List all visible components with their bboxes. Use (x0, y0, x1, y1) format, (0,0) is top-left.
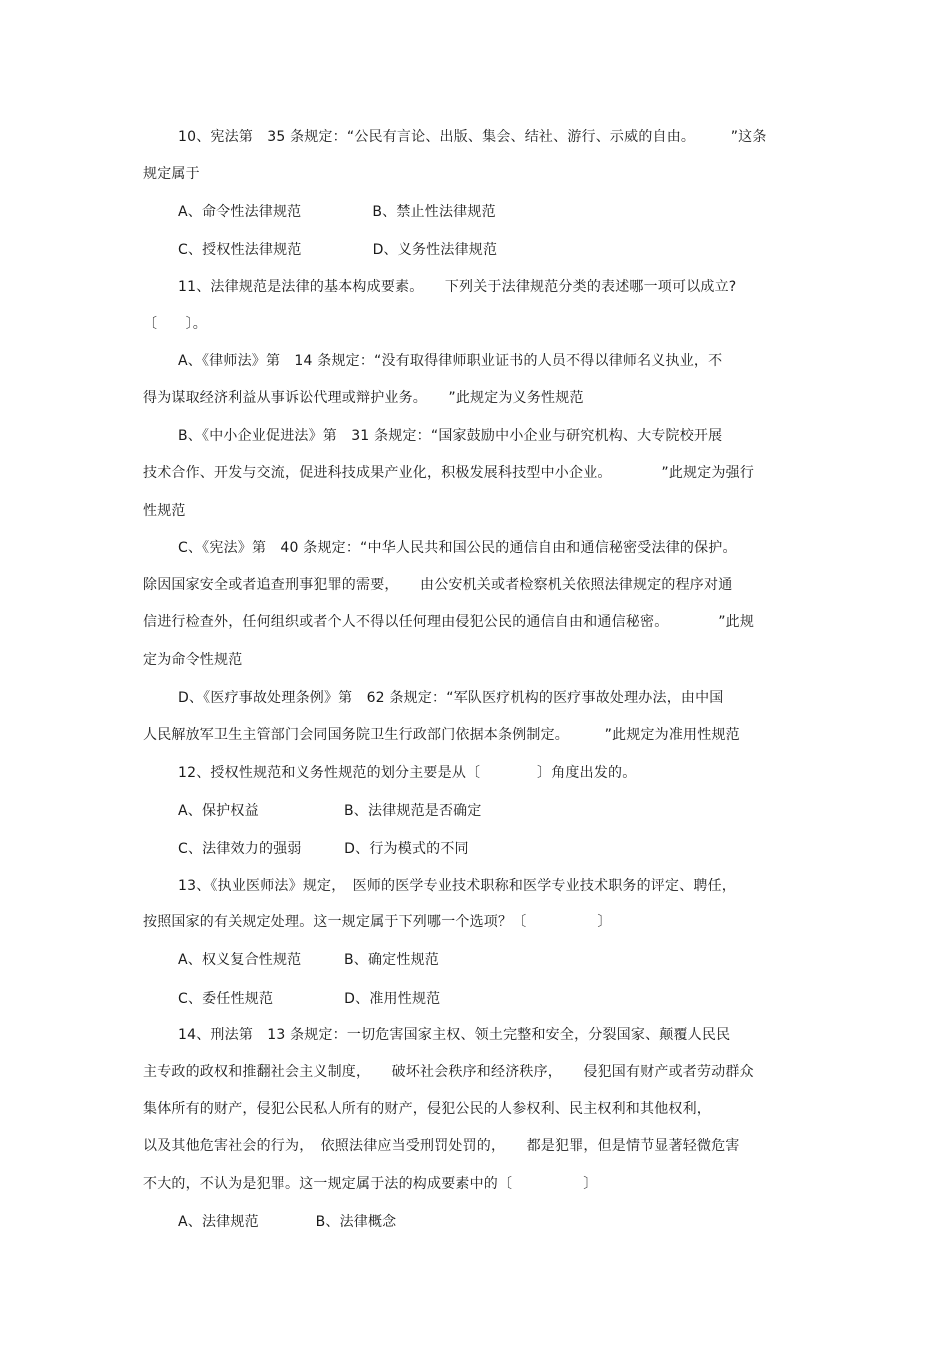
question-14-options-ab: A、法律规范 B、法律概念 (178, 1214, 397, 1230)
question-11-stem-line-1: 11、法律规范是法律的基本构成要素。 下列关于法律规范分类的表述哪一项可以成立? (178, 279, 737, 295)
question-11-option-b-line-1: B、《中小企业促进法》第 31 条规定：“国家鼓励中小企业与研究机构、大专院校开展 (178, 428, 723, 444)
question-11-option-b-line-3: 性规范 (143, 503, 186, 519)
question-10-options-cd: C、授权性法律规范 D、义务性法律规范 (178, 242, 498, 258)
question-12-options-ab: A、保护权益 B、法律规范是否确定 (178, 803, 482, 819)
question-13-stem-line-1: 13、《执业医师法》规定， 医师的医学专业技术职称和医学专业技术职务的评定、聘任， (178, 878, 737, 894)
question-11-option-c-line-2: 除因国家安全或者追查刑事犯罪的需要， 由公安机关或者检察机关依照法律规定的程序对通 (143, 577, 733, 593)
question-14-stem-line-5: 不大的，不认为是犯罪。这一规定属于法的构成要素中的〔 〕 (143, 1176, 598, 1192)
question-13-options-ab: A、权义复合性规范 B、确定性规范 (178, 952, 439, 968)
question-14-stem-line-1: 14、刑法第 13 条规定：一切危害国家主权、领土完整和安全，分裂国家、颠覆人民民 (178, 1027, 731, 1043)
question-14-stem-line-2: 主专政的政权和推翻社会主义制度， 破坏社会秩序和经济秩序， 侵犯国有财产或者劳动群众 (143, 1064, 754, 1080)
question-14-stem-line-4: 以及其他危害社会的行为， 依照法律应当受刑罚处罚的， 都是犯罪，但是情节显著轻微危害 (143, 1138, 740, 1154)
question-13-stem-line-2: 按照国家的有关规定处理。这一规定属于下列哪一个选项？〔 〕 (143, 914, 612, 930)
question-11-option-a-line-1: A、《律师法》第 14 条规定：“没有取得律师职业证书的人员不得以律师名义执业，不 (178, 353, 723, 369)
question-10-stem-line-2: 规定属于 (143, 166, 200, 182)
question-11-option-d-line-2: 人民解放军卫生主管部门会同国务院卫生行政部门依据本条例制定。 ”此规定为准用性规范 (143, 727, 740, 743)
question-11-option-a-line-2: 得为谋取经济利益从事诉讼代理或辩护业务。 ”此规定为义务性规范 (143, 390, 584, 406)
question-12-stem: 12、授权性规范和义务性规范的划分主要是从〔 〕角度出发的。 (178, 765, 637, 781)
question-11-option-c-line-1: C、《宪法》第 40 条规定：“中华人民共和国公民的通信自由和通信秘密受法律的保护。 (178, 540, 737, 556)
question-14-stem-line-3: 集体所有的财产，侵犯公民私人所有的财产，侵犯公民的人参权利、民主权利和其他权利， (143, 1101, 711, 1117)
question-10-options-ab: A、命令性法律规范 B、禁止性法律规范 (178, 204, 496, 220)
question-12-options-cd: C、法律效力的强弱 D、行为模式的不同 (178, 841, 469, 857)
question-13-options-cd: C、委任性规范 D、准用性规范 (178, 991, 441, 1007)
question-10-stem-line-1: 10、宪法第 35 条规定：“公民有言论、出版、集会、结社、游行、示威的自由。 ”这条 (178, 129, 767, 145)
question-11-option-c-line-4: 定为命令性规范 (143, 652, 243, 668)
question-11-option-d-line-1: D、《医疗事故处理条例》第 62 条规定：“军队医疗机构的医疗事故处理办法，由中国 (178, 690, 724, 706)
question-11-option-c-line-3: 信进行检查外，任何组织或者个人不得以任何理由侵犯公民的通信自由和通信秘密。 ”此规 (143, 614, 755, 630)
question-11-option-b-line-2: 技术合作、开发与交流，促进科技成果产业化，积极发展科技型中小企业。 ”此规定为强行 (143, 465, 755, 481)
question-11-stem-line-2: 〔 〕。 (143, 316, 207, 332)
